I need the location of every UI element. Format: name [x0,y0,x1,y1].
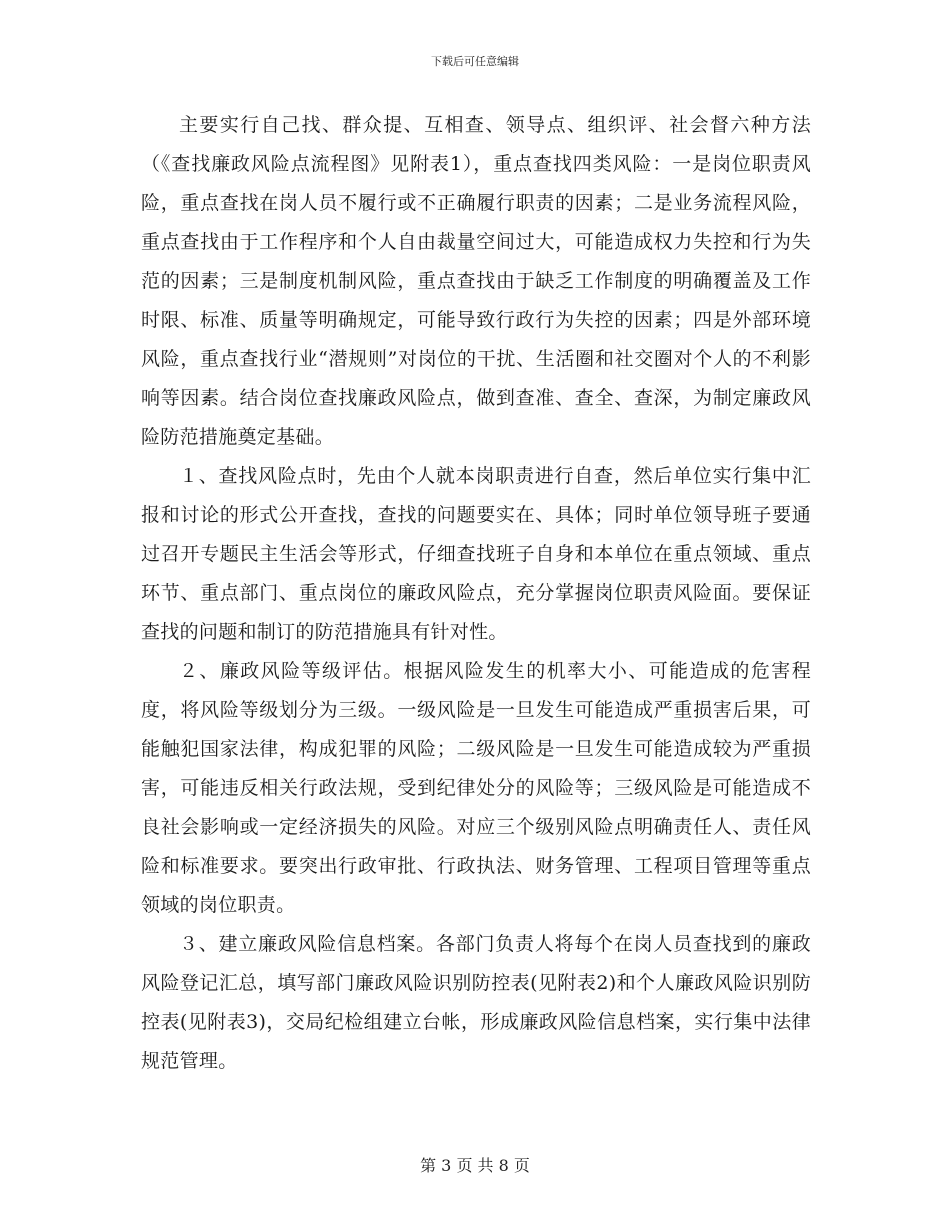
paragraph-item-3: ３、建立廉政风险信息档案。各部门负责人将每个在岗人员查找到的廉政风险登记汇总，填写部门廉政风险识别防控表(见附表2)和个人廉政风险识别防控表(见附表3)，交局纪检组建立台帐，形成廉政风险信息档案，实行集中法律规范管理。 [141,933,811,1072]
paragraph-item-1: １、查找风险点时，先由个人就本岗职责进行自查，然后单位实行集中汇报和讨论的形式公开查找，查找的问题要实在、具体；同时单位领导班子要通过召开专题民主生活会等形式，仔细查找班子自身和本单位在重点领域、重点环节、重点部门、重点岗位的廉政风险点，充分掌握岗位职责风险面。要保证查找的问题和制订的防范措施具有针对性。 [141,465,811,643]
document-body [141,106,811,1081]
paragraph-item-2: ２、廉政风险等级评估。根据风险发生的机率大小、可能造成的危害程度，将风险等级划分为三级。一级风险是一旦发生可能造成严重损害后果，可能触犯国家法律，构成犯罪的风险；二级风险是一旦发生可能造成较为严重损害，可能违反相关行政法规，受到纪律处分的风险等；三级风险是可能造成不良社会影响或一定经济损失的风险。对应三个级别风险点明确责任人、责任风险和标准要求。要突出行政审批、行政执法、财务管理、工程项目管理等重点领域的岗位职责。 [141,660,811,916]
page-header: 下载后可任意编辑 [431,55,519,68]
page-footer: 第 3 页 共 8 页 [420,1156,530,1175]
paragraph-methods: 主要实行自己找、群众提、互相查、领导点、组织评、社会督六种方法（《查找廉政风险点流程图》见附表1），重点查找四类风险：一是岗位职责风险，重点查找在岗人员不履行或不正确履行职责的因素；二是业务流程风险，重点查找由于工作程序和个人自由裁量空间过大，可能造成权力失控和行为失范的因素；三是制度机制风险，重点查找由于缺乏工作制度的明确覆盖及工作时限、标准、质量等明确规定，可能导致行政行为失控的因素；四是外部环境风险，重点查找行业“潜规则”对岗位的干扰、生活圈和社交圈对个人的不利影响等因素。结合岗位查找廉政风险点，做到查准、查全、查深，为制定廉政风险防范措施奠定基础。 [141,114,811,448]
